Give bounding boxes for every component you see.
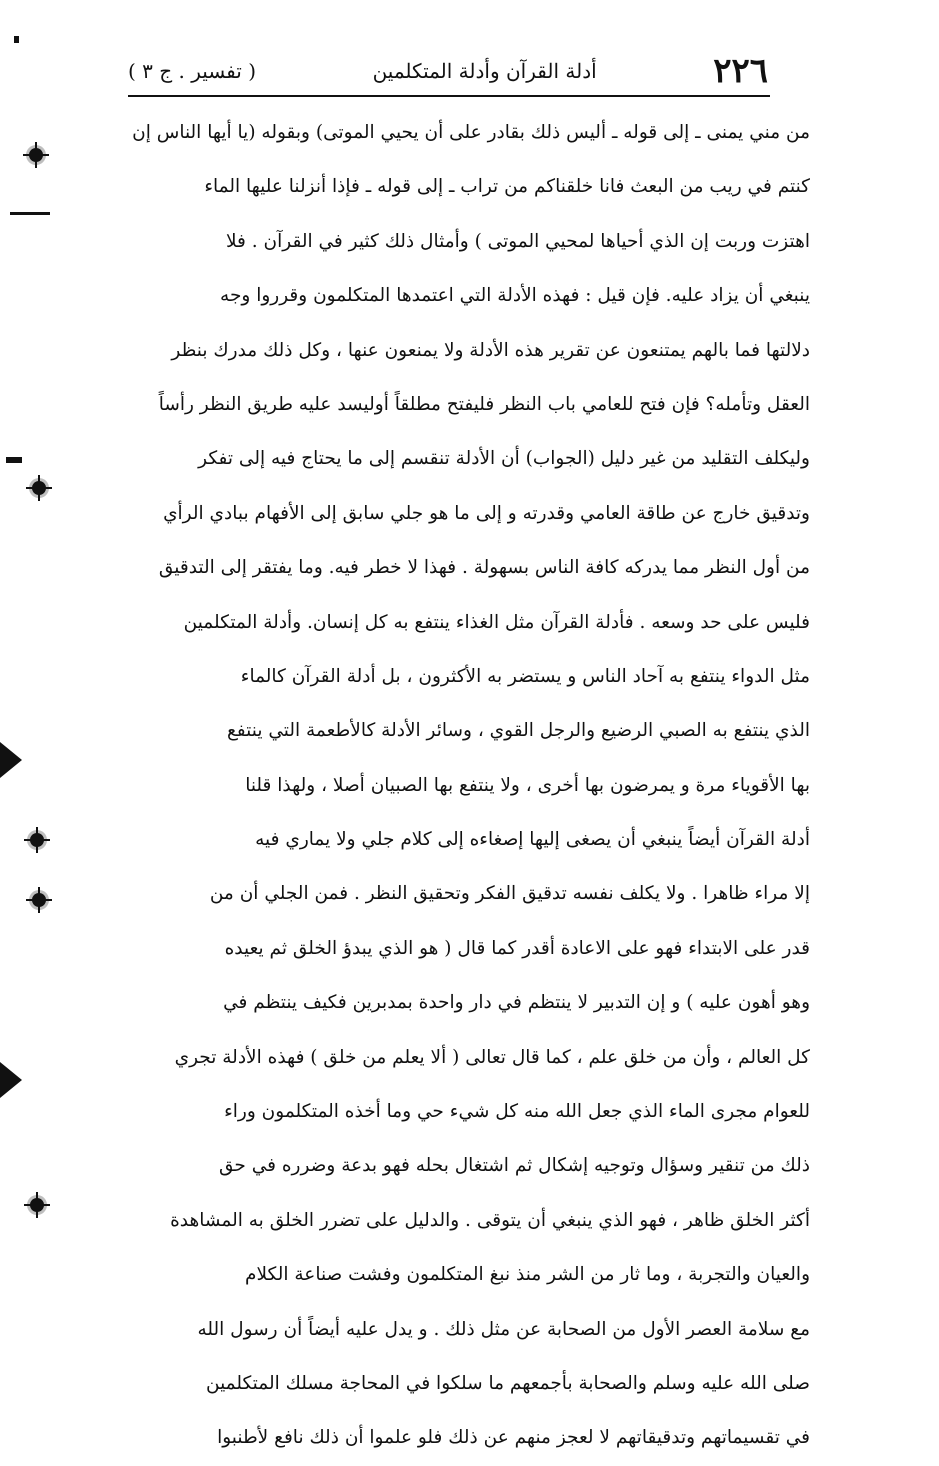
text-line: ينبغي أن يزاد عليه. فإن قيل : فهذه الأدلة التي اعتمدها المتكلمون وقرروا وجه <box>220 285 810 307</box>
text-line: في تقسيماتهم وتدقيقاتهم لا لعجز منهم عن ذلك فلو علموا أن ذلك نافع لأطنبوا <box>217 1427 810 1449</box>
margin-tick-mark <box>6 457 22 463</box>
margin-tick-mark <box>10 212 50 215</box>
margin-triangle-mark <box>0 1062 22 1098</box>
margin-triangle-mark <box>0 742 22 778</box>
text-line: مع سلامة العصر الأول من الصحابة عن مثل ذلك . و يدل عليه أيضاً أن رسول الله <box>197 1318 810 1340</box>
text-line: العقل وتأمله؟ فإن فتح للعامي باب النظر فليفتح مطلقاً أوليسد عليه طريق النظر رأساً <box>158 393 810 415</box>
text-line: وهو أهون عليه ) و إن التدبير لا ينتظم في دار واحدة بمدبرين فكيف ينتظم في <box>223 992 810 1014</box>
text-line: مثل الدواء ينتفع به آحاد الناس و يستضر به الأكثرون ، بل أدلة القرآن كالماء <box>240 665 810 687</box>
scan-dot-mark <box>14 36 19 43</box>
margin-bullet-mark <box>32 893 46 907</box>
text-line: صلى الله عليه وسلم والصحابة بأجمعهم ما سلكوا في المحاجة مسلك المتكلمين <box>205 1372 810 1394</box>
text-line: كنتم في ريب من البعث فانا خلقناكم من تراب ـ إلى قوله ـ فإذا أنزلنا عليها الماء <box>204 176 810 198</box>
header-rule <box>128 95 770 97</box>
text-line: والعيان والتجربة ، وما ثار من الشر منذ نبغ المتكلمون وفشت صناعة الكلام <box>245 1264 810 1286</box>
margin-bullet-mark <box>30 1198 44 1212</box>
text-line: ذلك من تنقير وسؤال وتوجيه إشكال ثم اشتغال بحله فهو بدعة وضرره في حق <box>218 1155 810 1177</box>
text-line: كل العالم ، وأن من خلق علم ، كما قال تعالى ( ألا يعلم من خلق ) فهذه الأدلة تجري <box>174 1046 810 1068</box>
text-line: أكثر الخلق ظاهر ، فهو الذي ينبغي أن يتوقى . والدليل على تضرر الخلق به المشاهدة <box>170 1209 810 1231</box>
volume-label: ( تفسير . ج ٣ ) <box>128 59 257 83</box>
text-line: دلالتها فما بالهم يمتنعون عن تقرير هذه الأدلة ولا يمنعون عنها ، وكل ذلك مدرك بنظر <box>171 339 810 361</box>
page-number: ٢٢٦ <box>713 51 768 91</box>
margin-bullet-mark <box>32 481 46 495</box>
text-line: أدلة القرآن أيضاً ينبغي أن يصغى إليها إصغاءه إلى كلام جلي ولا يماري فيه <box>255 829 810 851</box>
text-line: للعوام مجرى الماء الذي جعل الله منه كل شيء حي وما أخذه المتكلمون وراء <box>224 1101 810 1123</box>
text-line: من أول النظر مما يدركه كافة الناس بسهولة . فهذا لا خطر فيه. وما يفتقر إلى التدقيق <box>158 557 810 579</box>
body-text <box>112 106 810 1466</box>
text-line: وتدقيق خارج عن طاقة العامي وقدرته و إلى ما هو جلي سابق إلى الأفهام ببادي الرأي <box>163 502 810 524</box>
text-line: اهتزت وربت إن الذي أحياها لمحيي الموتى ) وأمثال ذلك كثير في القرآن . فلا <box>226 230 810 252</box>
text-line: وليكلف التقليد من غير دليل (الجواب) أن الأدلة تنقسم إلى ما يحتاج فيه إلى تفكر <box>198 448 810 470</box>
text-line: الذي ينتفع به الصبي الرضيع والرجل القوي ، وسائر الأدلة كالأطعمة التي ينتفع <box>226 720 810 742</box>
text-line: إلا مراء ظاهرا . ولا يكلف نفسه تدقيق الفكر وتحقيق النظر . فمن الجلي أن من <box>209 883 810 905</box>
text-line: فليس على حد وسعه . فأدلة القرآن مثل الغذاء ينتفع به كل إنسان. وأدلة المتكلمين <box>183 611 810 633</box>
margin-bullet-mark <box>30 833 44 847</box>
text-line: بها الأقوياء مرة و يمرضون بها أخرى ، ولا ينتفع بها الصبيان أصلا ، ولهذا قلنا <box>245 774 810 796</box>
margin-bullet-mark <box>29 148 43 162</box>
running-title: أدلة القرآن وأدلة المتكلمين <box>372 59 597 83</box>
page-header <box>128 46 768 96</box>
text-line: قدر على الابتداء فهو على الاعادة أقدر كما قال ( هو الذي يبدؤ الخلق ثم يعيده <box>224 937 810 959</box>
text-line: من مني يمنى ـ إلى قوله ـ أليس ذلك بقادر على أن يحيي الموتى) وبقوله (يا أيها الناس إن <box>132 122 810 143</box>
